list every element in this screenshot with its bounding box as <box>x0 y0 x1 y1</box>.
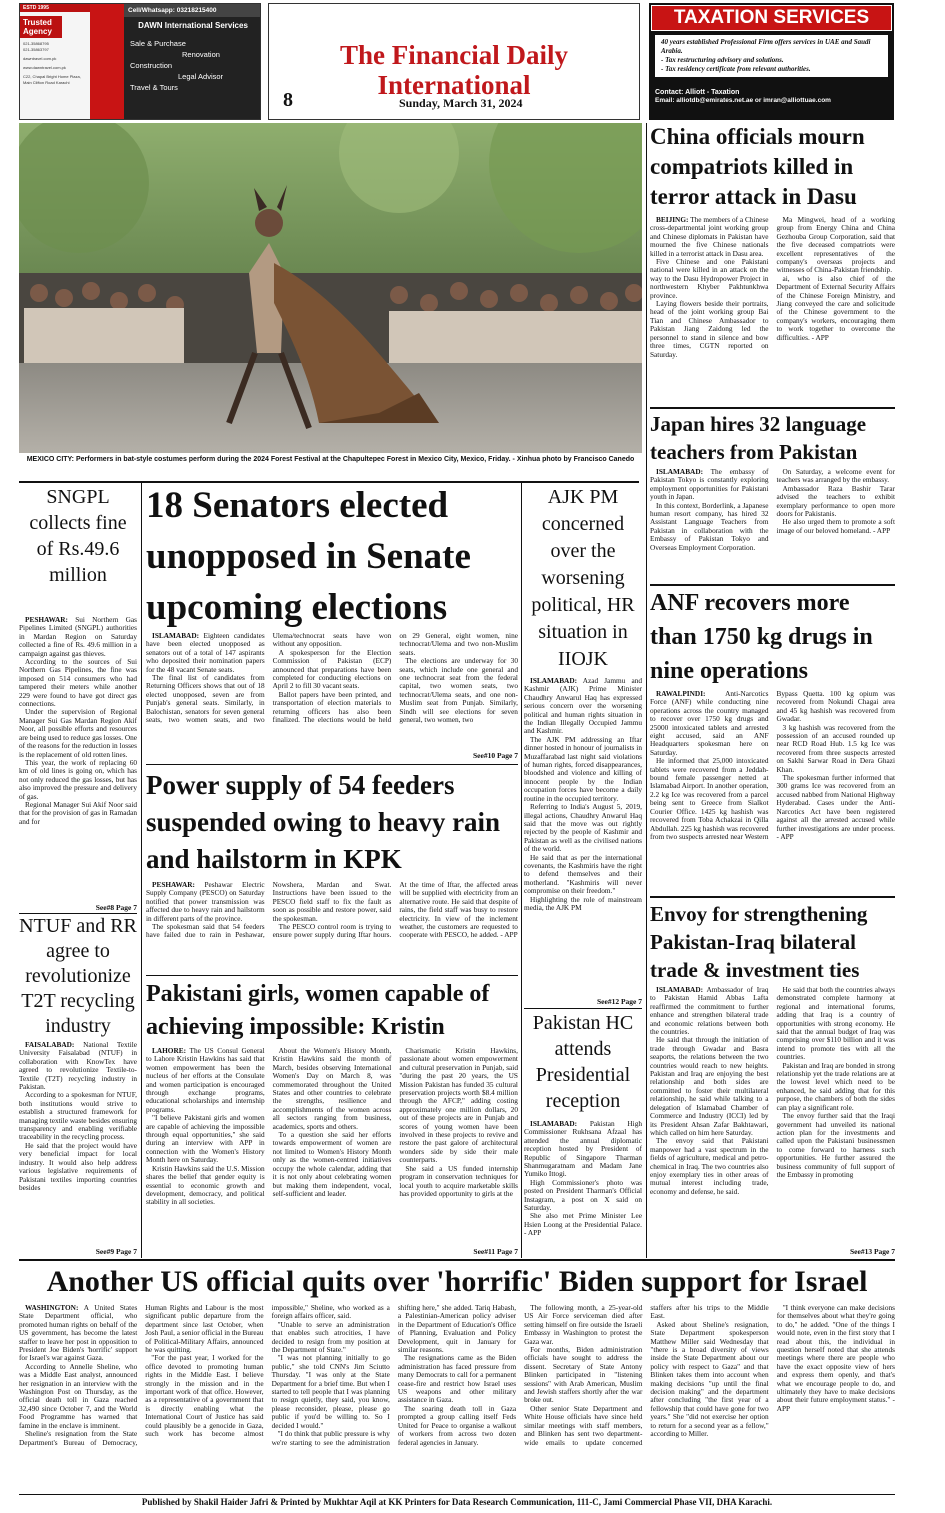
paragraph: To a question she said her efforts towards empowerment of women are not limited to Women's History Month only as the women-centred initiatives occupy the whole calendar, adding that it is not only about celebrating women but making them independent, vocal, self-sufficient and leader. <box>272 1130 392 1198</box>
taxation-line: 40 years established Professional Firm offers services in UAE and Saudi Arabia. <box>661 38 871 55</box>
paragraph: The envoy said that Pakistani manpower had a vast spectrum in the fields of agriculture, medical and petro-chemical in Iraq. The two countries also enjoy exemplary ties in other areas of mutual interest including trade, economy and defense, he said. <box>650 1136 769 1196</box>
paragraph: "I was not planning initially to go public," she told CNN's Jim Sciutto Thursday. "I was only at the State Department for a brief time. But when I started to tell people that I was planning to resign quietly, they said, you know, please reconsider, please, please go public if you'd be willing to. So I decided I would." <box>271 1353 390 1430</box>
divider <box>141 483 142 1258</box>
dawn-ad-brand: Trusted Agency <box>20 16 62 38</box>
dawn-ad-company: DAWN International Services <box>138 21 248 30</box>
jump-link[interactable]: See#11 Page 7 <box>473 1247 518 1256</box>
girls-headline: Pakistani girls, women capable of achieving impossible: Kristin <box>146 981 490 1040</box>
issue-date: Sunday, March 31, 2024 <box>399 96 523 110</box>
taxation-ad-title: TAXATION SERVICES <box>651 5 892 31</box>
divider <box>19 1494 895 1495</box>
paragraph: According to the sources of Sui Northern Gas Pipelines, the fine was imposed on 514 consumers who had tampered their meters while another 229 were found to have got direct gas connections. <box>19 657 137 709</box>
divider <box>646 123 647 1258</box>
dateline: RAWALPINDI: <box>656 690 706 698</box>
anf-body <box>650 690 895 894</box>
divider <box>19 1259 895 1261</box>
paragraph: Ambassador of Iraq to Pakistan Hamid Abbas Lafta reaffirmed the commitment to further enhance and strengthen bilateral trade and economic relations between both the countries. <box>650 986 769 1037</box>
paragraph: He informed that 25,000 intoxicated tablets were recovered from a Jeddah-bound female passenger netted at Islamabad Airport. In another operation, 2.2 kg Ice was recovered from a parcel being sent to Greece from Sialkot Courier Office. 1425 kg hashish was recovered from Toba Achakzai in Qilla Abdullah. 225 kg hashish was recovered from two suspects arrested near Western Bypass Quetta. 100 kg opium was recovered from Nokundi Chagai area and 45 kg hashish was recovered from Gwadar. <box>650 690 895 841</box>
senators-headline: 18 Senators elected unopposed in Senate upcoming elections <box>146 485 471 628</box>
divider <box>146 764 518 765</box>
masthead <box>268 3 640 120</box>
paragraph: Pakistan and Iraq are bonded in strong relationship yet the trade relations are at the lowest level which need to be enhanced, he said adding that for this purpose, the chambers of both the sides can play a significant role. <box>776 1060 895 1112</box>
paragraph: The spokesman further informed that 300 grams Ice was recovered from an accused nabbed from National Highway Hyderabad. Cases under the Anti-Narcotics Act have been registered against all the arrested accused while further investigations are under process. - APP <box>776 773 895 841</box>
service-item: Travel & Tours <box>130 83 178 92</box>
paragraph: National Textile University Faisalabad (NTUF) in collaboration with KnowTex have agreed to revolutionize Textile-to-Textile (T2T) recycling industry in Pakistan. <box>19 1041 137 1092</box>
sngpl-headline: SNGPL collects fine of Rs.49.6 million <box>29 486 127 586</box>
paragraph: A spokesperson for the Election Commission of Pakistan (ECP) announced that preparations have been completed for conducting elections on April 2 to fill 30 vacant seats. <box>272 647 392 691</box>
paragraph: Highlighting the role of mainstream media, the AJK PM <box>524 894 642 912</box>
japan-headline: Japan hires 32 language teachers from Pakistan <box>650 412 867 464</box>
dawn-ad-contact[interactable]: www.dawntravel.com.pk <box>23 65 66 70</box>
power-body <box>146 881 518 973</box>
paragraph: 3 kg hashish was recovered from the possession of an accused rounded up near RCD Road Hub. 1.5 kg Ice was recovered from three suspects arrested on Sakhi Sarwar Road in Dera Ghazi Khan. <box>776 722 895 774</box>
japan-body <box>650 468 895 584</box>
ajk-headline: AJK PM concerned over the worsening political, HR situation in IIOJK <box>531 486 635 670</box>
paragraph: The US Consul General to Lahore Kristin Hawkins has said that women empowerment has been the nucleus of her efforts at the Consulate and women participation is encouraged through exchange programs, educational scholarships and internship programs. <box>146 1047 265 1114</box>
dateline: FAISALABAD: <box>25 1041 75 1049</box>
taxation-line: - Tax residency certificate from relevant authorities. <box>661 65 811 73</box>
paragraph: Asked about Sheline's resignation, State Department spokesperson Matthew Miller said Wednesday that "there is a broad diversity of views inside the State Department about our policy with respect to Gaza" and that Blinken takes them into account when making decisions "up until the final decision making" and the department after concluding "the first year of a fellowship that could have gone for two years." She "did not exercise her option to return for a second year as a fellow," according to Miller. <box>650 1319 769 1439</box>
paragraph: The soaring death toll in Gaza prompted a group calling itself Feds United for Peace to organise a walkout of workers from across two dozen federal agencies in January. <box>397 1403 517 1447</box>
paragraph: High Commissioner's photo was posted on President Tharman's Official Instagram, a post on X said on Saturday. <box>524 1177 642 1213</box>
envoy-body <box>650 986 895 1248</box>
power-headline: Power supply of 54 feeders suspended owing to heavy rain and hailstorm in KPK <box>146 770 501 874</box>
senators-body <box>146 632 518 752</box>
divider <box>650 896 895 898</box>
dawn-ad-left-panel <box>20 4 90 120</box>
paragraph: He said that the project would have very beneficial impact for local industry. It would also help address various legislative requirements of Pakistani textiles importing countries besides <box>19 1140 137 1192</box>
imprint-footer: Published by Shakil Haider Jafri & Printed by Mukhtar Aqil at KK Printers for Data Research Communication, 111-C, Jami Commercial Phase VII, DHA Karachi. <box>141 1497 773 1507</box>
paragraph: Eighteen candidates have been elected unopposed as senators out of a total of 147 aspirants who deposited their nomination papers for the 48 vacant Senate seats. <box>146 632 265 674</box>
paragraph: "For the past year, I worked for the office devoted to promoting human rights in the Middle East. I believe strongly in the mission and in the important work of that office. However, as a representative of a government that is directly enabling what the International Court of Justice has said could plausibly be a genocide in Gaza, such work has become almost impossible," Sheline, who worked as a foreign affairs officer, said. <box>145 1304 390 1439</box>
us-headline: Another US official quits over 'horrific' Biden support for Israel <box>46 1265 868 1298</box>
taxation-email[interactable]: Email: alliotdb@emirates.net.ae or imran@alliottuae.com <box>655 97 831 104</box>
paragraph: Azad Jammu and Kashmir (AJK) Prime Minister Chaudhry Anwarul Haq has expressed serious concern over the worsening political and human rights situation in the Indian Illegally Occupied Jammu and Kashmir. <box>524 677 642 736</box>
paragraph: She also met Prime Minister Lee Hsien Loong at the Presidential Palace. - APP <box>524 1211 642 1238</box>
divider <box>146 975 518 976</box>
service-item: Sale & Purchase <box>130 39 186 48</box>
paragraph: The PESCO control room is trying to ensure power supply during Iftar hours. At the time of Iftar, the affected areas will be supplied with electricity from an alternative route. He said that despite of rains, the field staff was busy to restore electricity. In view of the inclement weather, the customers are requested to cooperate with PESCO, he added. - APP <box>272 881 518 940</box>
dateline: PESHAWAR: <box>152 881 195 889</box>
paragraph: A United States State Department official, who promoted human rights on behalf of the US government, has become the latest staffer to leave her post in opposition to President Joe Biden's 'horrific' support for Israel's war against Gaza. <box>19 1304 138 1363</box>
dateline: LAHORE: <box>152 1047 187 1055</box>
paragraph: Sui Northern Gas Pipelines Limited (SNGPL) authorities in Mardan Region on Saturday collected a fine of Rs. 49.6 million in a campaign against gas thieves. <box>19 616 137 658</box>
dawn-ad-contact: 021-35868795 <box>23 41 49 46</box>
paragraph: "I believe Pakistani girls and women are capable of achieving the impossible through equal opportunities," she said during an interview with APP in connection with the Women's History Month here on Saturday. <box>146 1113 265 1165</box>
us-body <box>19 1304 895 1490</box>
paragraph: Pakistan High Commissioner Rukhsana Afzaal has attended the annual diplomatic reception hosted by President of Republic of Singapore Tharman Shanmugaratnam and Madam Jane Yumiko Ittogi. <box>524 1120 642 1179</box>
paragraph: According to a spokesman for NTUF, both institutions would strive to establish a structured framework for managing textile waste besides ensuring transparency and enabling verifiable traceability in the recycling process. <box>19 1090 137 1142</box>
dateline: ISLAMABAD: <box>530 1120 578 1128</box>
dateline: PESHAWAR: <box>25 616 68 624</box>
paragraph: The envoy further said that the Iraqi government had unveiled its national action plan for the investments and called upon the Pakistani businessmen to come forward to harness such opportunities. He further assured the business community of full support of the Embassy in promoting <box>776 1111 895 1179</box>
hc-headline: Pakistan HC attends Presidential reception <box>532 1012 634 1112</box>
dateline: WASHINGTON: <box>25 1304 79 1312</box>
paragraph: The final list of candidates from Returning Officers shows that out of 18 elected unopposed, seven are from Punjab's general seats. Similarly, in Balochistan, senators for seven general seats, two women seats, and two Ulema/technocrat seats have won without any opposition. <box>146 632 392 725</box>
dateline: ISLAMABAD: <box>152 632 200 640</box>
service-item: Construction <box>130 61 173 70</box>
paragraph: The AJK PM addressing an Iftar dinner hosted in honour of journalists in Muzaffarabad last night said violations of human rights, forced disappearances, bloodshed and violence and killing of innocent people by the Indian occupation forces have become a daily routine in the occupied territory. <box>524 734 642 803</box>
divider <box>524 1008 642 1009</box>
service-item: Renovation <box>182 50 220 59</box>
ntuf-body <box>19 1041 137 1246</box>
paragraph: Under the supervision of Regional Manager Sui Gas Mardan Region Akif Noor, all possible efforts and resources are being used to reduce gas losses. One of the reasons for the reduction in losses is the replacement of old rotten lines. <box>19 707 137 759</box>
paragraph: "I think everyone can make decisions for themselves about what they're going to do," he added. "One of the things I would note, even in the first story that I read about this, the individual in question herself noted that she attends meetings where there are people who have the exact opposite view of hers and express them openly, and that's what we encourage people to do, and ultimately they have to make decisions about their future employment status." - APP <box>776 1304 895 1413</box>
paragraph: "I do think that public pressure is why we're starting to see the administration shifting here," she added. Tariq Habash, a Palestinian-American policy adviser in the Department of Education's Office of Planning, Evaluation and Policy Development, quit in January for similar reasons. <box>271 1304 517 1447</box>
paragraph: The spokesman said that 54 feeders have failed due to rain in Peshawar, Nowshera, Mardan and Swat. Instructions have been issued to the PESCO field staff to fix the fault as soon as possible and restore power, said the spokesman. <box>146 881 392 940</box>
paragraph: Charismatic Kristin Hawkins, passionate about women empowerment and cultural preservation in Punjab, said "during the past 20 years, the US Mission Pakistan has funded 35 cultural preservation projects worth $8.4 million through the AFCP," adding costing approximately one million dollars, 20 out of these projects are in Punjab and scores of young women have been involved in these projects to revive and restore the past galore of architectural wonders side by side their male counterparts. <box>399 1047 518 1165</box>
divider <box>650 407 895 409</box>
paragraph: This year, the work of replacing 60 km of old lines is going on, which has not only reduced the gas losses, but has also improved the pressure and delivery of gas. <box>19 757 137 801</box>
dateline: ISLAMABAD: <box>656 986 704 994</box>
paragraph: Anti-Narcotics Force (ANF) while conducting nine operations across the country managed to recover over 1750 kg drugs and 25000 intoxicated tablets and arrested eight accused, said an ANF Headquarters spokesman here on Saturday. <box>650 690 769 757</box>
paragraph: The following month, a 25-year-old US Air Force serviceman died after setting himself on fire outside the Israeli Embassy in Washington to protest the Gaza war. <box>524 1304 643 1346</box>
jump-link[interactable]: See#12 Page 7 <box>597 997 642 1006</box>
paragraph: The resignations came as the Biden administration has faced pressure from many Democrats to call for a permanent cease-fire and restrict how Israel uses US weapons and other military assistance in Gaza. <box>397 1353 517 1405</box>
paragraph: The members of a Chinese cross-departmental joint working group and Chinese diplomats in Pakistan have mourned the five Chinese nationals killed in a terrorist attack in Dasu area. <box>650 216 769 258</box>
dateline: BEIJING: <box>656 216 689 224</box>
paragraph: He said that both the countries always demonstrated complete harmony at regional and international forums, adding that Iraq is a country of opportunities with strong economy. He said that the annual budget of Iraq was comprising over $110 billion and it was intend to promote ties with all the countries. <box>776 986 895 1062</box>
jump-link[interactable]: See#8 Page 7 <box>95 903 137 912</box>
hc-body <box>524 1120 642 1255</box>
paragraph: For months, Biden administration officials have sought to address the dissent. Secretary of State Antony Blinken participated in "listening sessions" with Arab American, Muslim and Jewish staffers shortly after the war broke out. <box>524 1345 643 1405</box>
sngpl-body <box>19 616 137 904</box>
paragraph: Ma Mingwei, head of a working group from Energy China and China Gezhouba Group Corporation, said that the five deceased compatriots were excellent representatives of the company's overseas projects and witnesses of China-Pakistan friendship. <box>776 216 895 275</box>
paragraph: "Unable to serve an administration that enables such atrocities, I have decided to resign from my position at the Department of State." <box>271 1319 390 1355</box>
anf-headline: ANF recovers more than 1750 kg drugs in nine operations <box>650 590 873 684</box>
paragraph: About the Women's History Month, Kristin Hawkins said the month of March, besides observing International Women's Day on March 8, was commemorated throughout the United States and other countries to celebrate the strengths, resilience and accomplishments of the women across all sectors ranging from business, academics, sports and others. <box>272 1047 392 1131</box>
envoy-headline: Envoy for strengthening Pakistan-Iraq bilateral trade & investment ties <box>650 902 868 982</box>
paragraph: Regional Manager Sui Akif Noor said that for the provision of gas in Ramadan and for <box>19 799 137 826</box>
taxation-contact: Contact: Alliott - Taxation <box>655 89 740 96</box>
paragraph: Sheline's resignation from the State Department's Bureau of Democracy, Human Rights and Labour is the most significant public departure from the department since last October, when Josh Paul, a senior official in the Bureau of Political-Military Affairs, announced he was quitting. <box>19 1304 264 1447</box>
paragraph: On Saturday, a welcome event for teachers was arranged by the embassy. <box>776 468 895 485</box>
dawn-ad-contact[interactable]: dawntravel.com.pk <box>23 56 57 61</box>
paragraph: Kristin Hawkins said the U.S. Mission shares the belief that gender equity is essential to economic growth and development, democracy, and political stability in all societies. <box>146 1163 265 1207</box>
paragraph: The embassy of Pakistan Tokyo is constantly exploring employment opportunities for Pakistani youth in Japan. <box>650 468 769 502</box>
china-body <box>650 216 895 404</box>
photo-caption: MEXICO CITY: Performers in bat-style costumes perform during the 2024 Forest Festival at the Chapultepec Forest in Mexico City, Mexico, Friday. - Xinhua photo by Francisco Canedo <box>26 456 635 463</box>
ajk-body <box>524 677 642 997</box>
dateline: ISLAMABAD: <box>656 468 704 476</box>
festival-photo-illustration <box>19 123 642 453</box>
taxation-ad[interactable] <box>649 3 894 120</box>
paragraph: Ballot papers have been printed, and transportation of election materials to returning officers has also been finalized. The elections would be held on 29 General, eight women, nine technocrat/Ulema and two non-Muslim seats. <box>272 632 518 725</box>
paragraph: Other senior State Department and White House officials have since held similar meetings with staff members, and Blinken has sent two department-wide emails to update concerned staffers after his trips to the Middle East. <box>524 1304 769 1447</box>
paragraph: Peshawar Electric Supply Company (PESCO) on Saturday notified that power transmission was affected due to heavy rain and hailstorm in different parts of the province. <box>146 881 265 923</box>
dawn-ad-whatsapp[interactable]: Cell/Whatsapp: 03218215400 <box>124 4 261 17</box>
page-number: 8 <box>283 89 293 111</box>
taxation-line: - Tax restructuring advisory and solutions. <box>661 56 784 64</box>
paragraph: The elections are underway for 30 seats, which include one general and one technocrat seat from the federal capital, two women seats, two technocrat/Ulema seats, and one non-Muslim seat from Punjab. Similarly, Sindh will see elections for seven general, two women, two <box>399 656 518 725</box>
paragraph: Five Chinese and one Pakistani national were killed in an attack on the way to the Dasu Hydropower Project in northwestern Khyber Pakhtunkhwa province. <box>650 257 769 300</box>
festival-photo <box>19 123 642 453</box>
dawn-ad-estd: ESTD 1995 <box>20 4 90 12</box>
paragraph: Referring to India's August 5, 2019, illegal actions, Chaudhry Anwarul Haq said that the move was out rightly rejected by the people of Kashmir and Pakistan as well as the civilised nations of the world. <box>524 802 642 854</box>
jump-link[interactable]: See#9 Page 7 <box>95 1247 137 1256</box>
paragraph: ai, who is also chief of the Department of External Security Affairs of the Chinese Foreign Ministry, and Jiang conveyed the care and solicitude of the Chinese government to the company's workers, encouraging them to work together to overcome the difficulties. - APP <box>776 273 895 342</box>
jump-link[interactable]: See#13 Page 7 <box>850 1247 895 1256</box>
paragraph: She said a US funded internship program in conservation techniques for local youth to acquire marketable skills has provided opportunity to girls at the <box>399 1163 518 1198</box>
paragraph: He said that as per the international covenants, the Kashmiris have the right to defend themselves and their motherland. "Kashmiris will never compromise on their freedom." <box>524 852 642 896</box>
service-item: Legal Advisor <box>178 72 224 81</box>
girls-body <box>146 1047 518 1247</box>
jump-link[interactable]: See#10 Page 7 <box>473 751 518 760</box>
dawn-ad-red-panel <box>90 4 124 120</box>
paragraph: Ambassador Raza Bashir Tarar advised the teachers to exhibit exemplary performance to open more doors for Pakistanis. <box>776 483 895 519</box>
ntuf-headline: NTUF and RR agree to revolutionize T2T recycling industry <box>19 915 137 1037</box>
paragraph: In this context, Borderlink, a Japanese human resort company, has hired 32 Assistant Language Teachers from Pakistan in collaboration with the Embassy of Pakistan Tokyo and Overseas Employment Corporation. <box>650 500 769 552</box>
paragraph: According to Annelle Sheline, who was a Middle East analyst, announced her resignation in an interview with the Washington Post on Thursday, as the official death toll in Gaza reached 32,490 since October 7, and the World Food Programme has warned that famine in the enclave is imminent. <box>19 1361 138 1430</box>
dawn-ad-contact: 021-35863797 <box>23 47 49 52</box>
dawn-ad-right-panel <box>124 4 261 120</box>
dawn-ad[interactable] <box>19 3 261 120</box>
paragraph: Laying flowers beside their portraits, head of the joint working group Bai Tian and Chinese Ambassador to Pakistan Jiang Zaidong led the personnel to stand in silence and bow three times, CGTN reported on Saturday. <box>650 299 769 359</box>
paragraph: He said that through the initiation of trade through Gwadar and Basra seaports, the relations between the two countries would reach to new heights. Pakistan and Iraq are enjoying the best relationship and both sides are committed to foster their multilateral relationship, he said while talking to a delegation of Islamabad Chamber of Commerce and Industry (ICCI) led by its President Ahsan Zafar Bakhtawari, which called on him here Saturday. <box>650 1035 769 1137</box>
paragraph: He also urged them to promote a soft image of our beloved homeland. - APP <box>776 517 895 535</box>
dawn-ad-contact: C22, Chapal Bright Home Plaza, Main Clifton Road Karachi <box>23 74 81 85</box>
dateline: ISLAMABAD: <box>530 677 578 685</box>
masthead-title: The Financial Daily International <box>339 40 569 100</box>
china-headline: China officials mourn compatriots killed in terror attack in Dasu <box>650 124 865 209</box>
